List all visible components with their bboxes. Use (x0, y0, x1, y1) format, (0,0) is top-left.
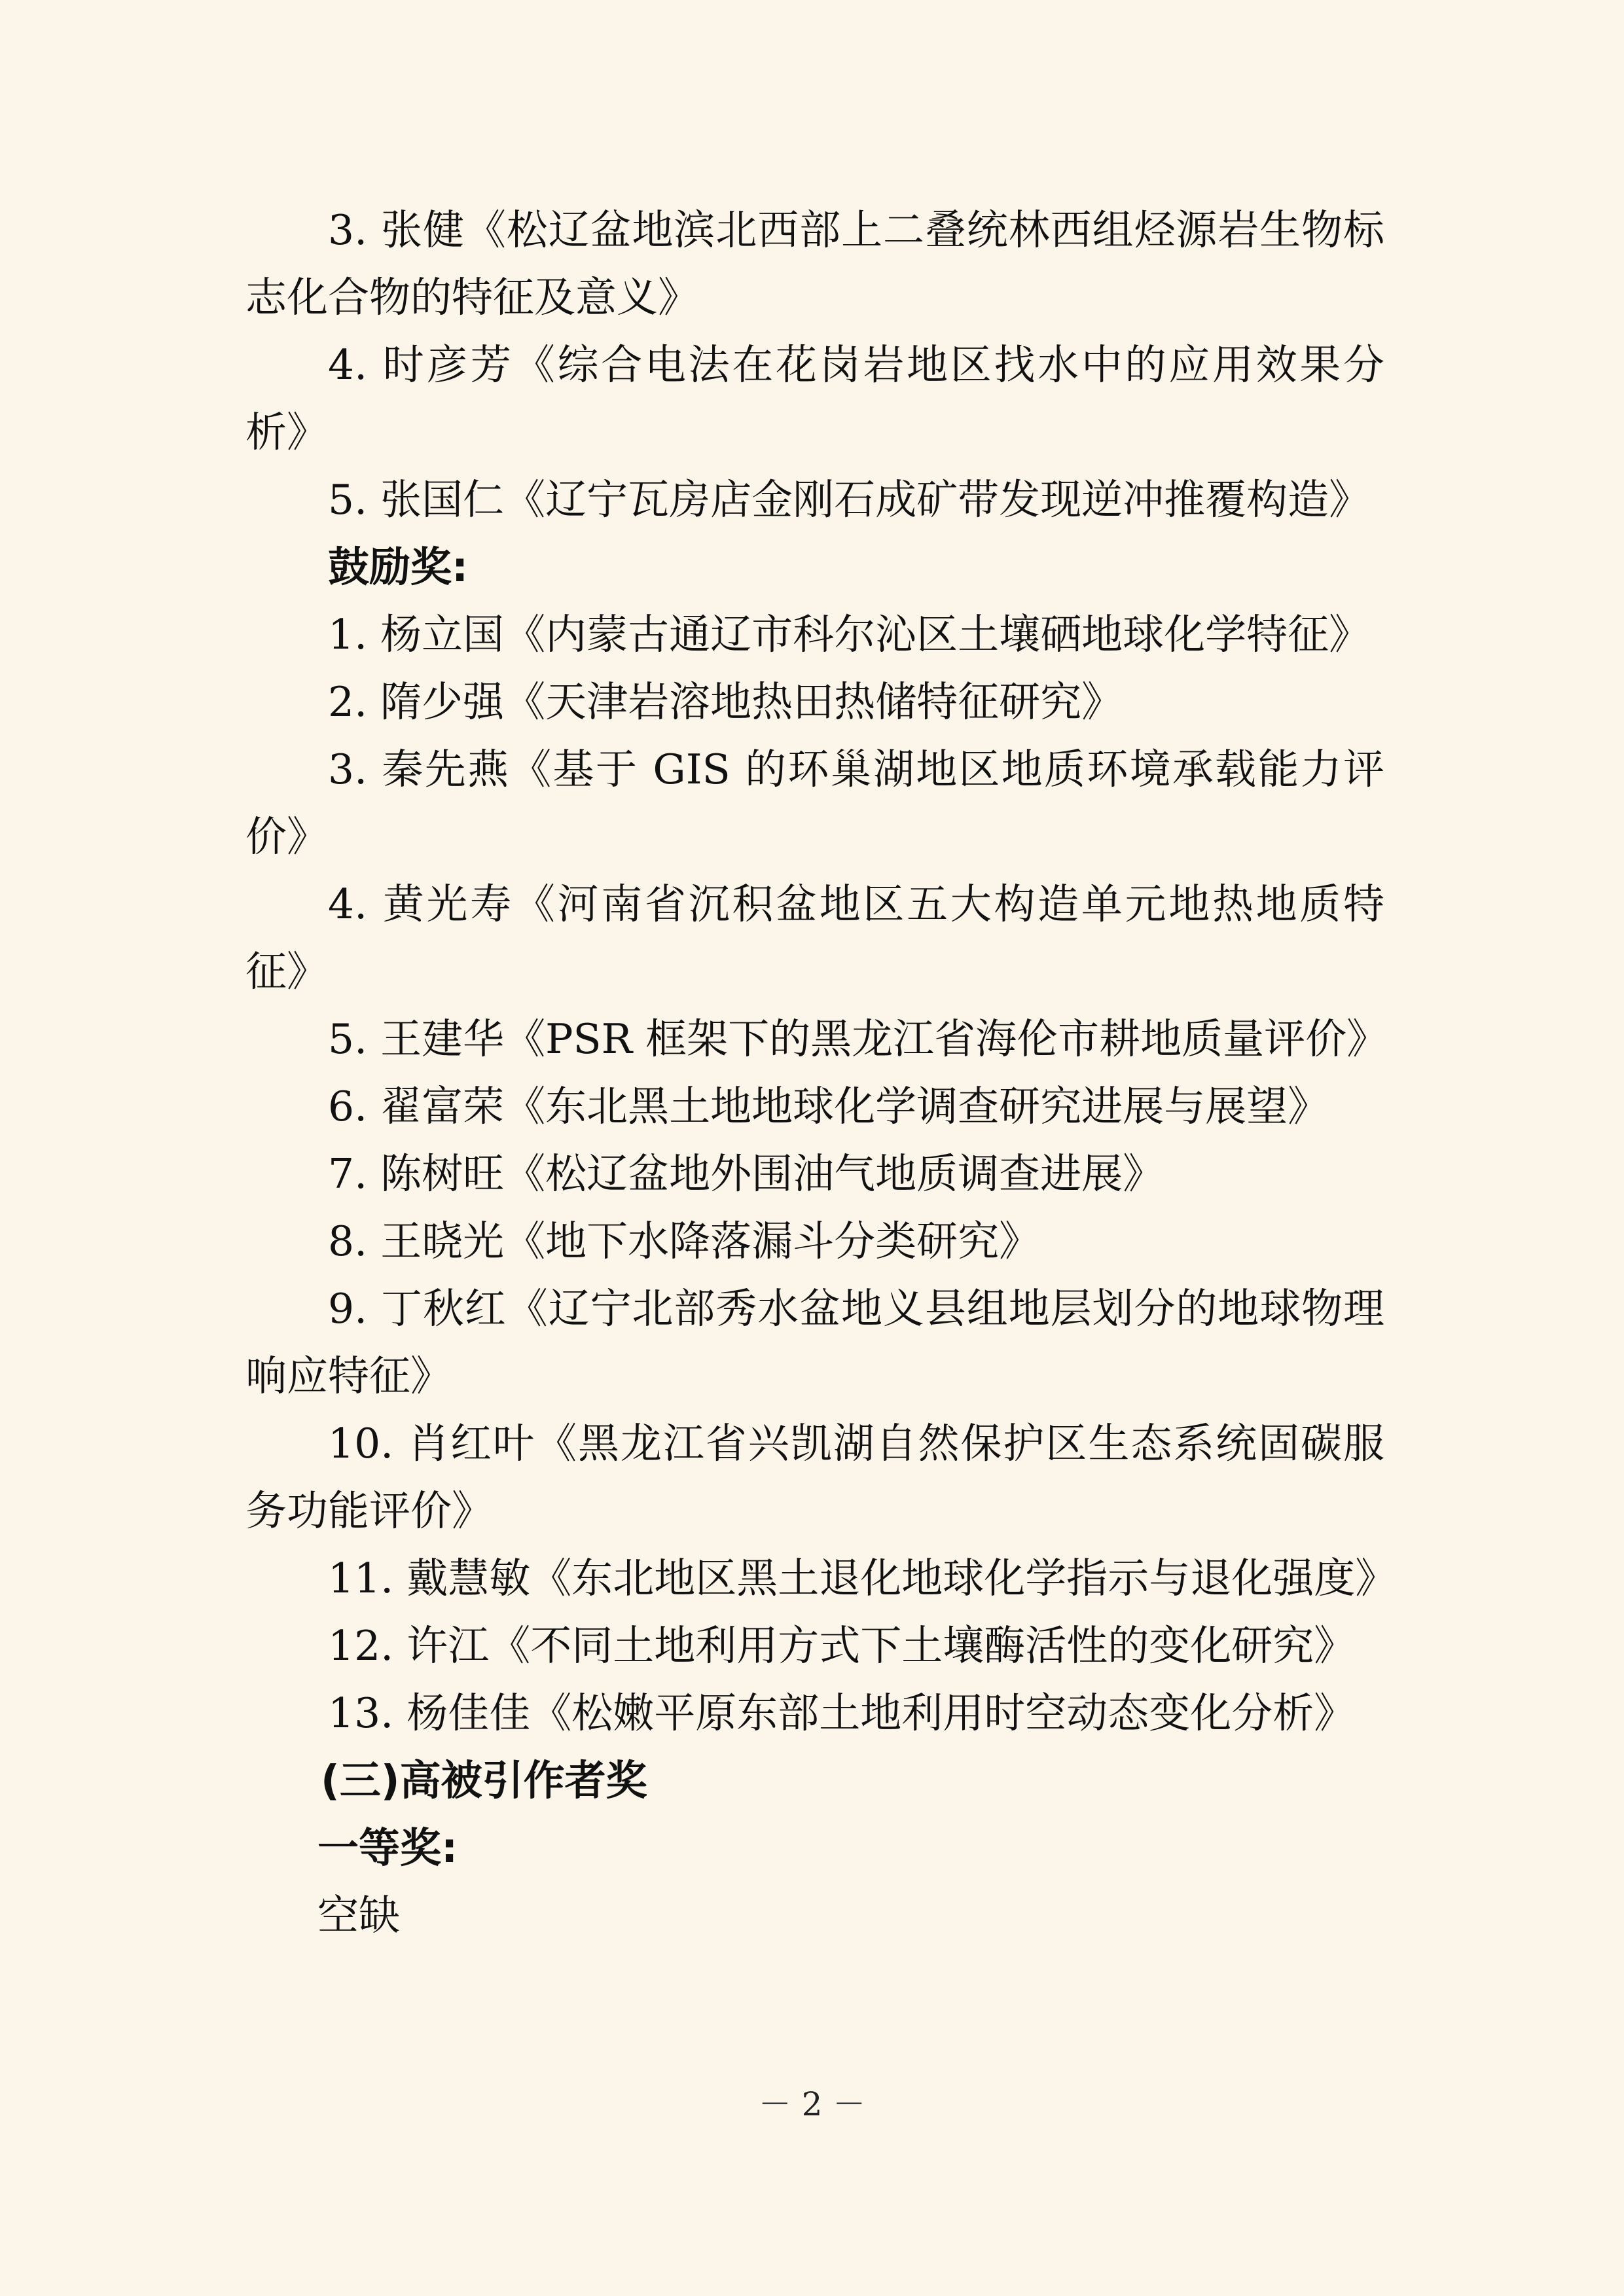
award-entry: 1. 杨立国《内蒙古通辽市科尔沁区土壤硒地球化学特征》 (328, 611, 1371, 658)
award-entry: 2. 隋少强《天津岩溶地热田热储特征研究》 (328, 678, 1123, 726)
award-entry: 4. 黄光寿《河南省沉积盆地区五大构造单元地热地质特征》 (245, 880, 1384, 996)
award-entry: 8. 王晓光《地下水降落漏斗分类研究》 (328, 1217, 1041, 1265)
award-entry: 5. 张国仁《辽宁瓦房店金刚石成矿带发现逆冲推覆构造》 (328, 476, 1371, 524)
award-entry: 10. 肖红叶《黑龙江省兴凯湖自然保护区生态系统固碳服务功能评价》 (245, 1420, 1384, 1535)
first-prize-heading: 一等奖: (317, 1824, 458, 1872)
award-entry: 7. 陈树旺《松辽盆地外围油气地质调查进展》 (328, 1150, 1164, 1198)
first-prize-value: 空缺 (317, 1892, 400, 1939)
award-entry: 11. 戴慧敏《东北地区黑土退化地球化学指示与退化强度》 (328, 1554, 1397, 1602)
section-heading-highly-cited-author-award: (三)高被引作者奖 (321, 1757, 647, 1804)
award-entry: 12. 许江《不同土地利用方式下土壤酶活性的变化研究》 (328, 1622, 1356, 1670)
page-number: － 2 － (758, 2085, 866, 2123)
encouragement-award-heading: 鼓励奖: (328, 543, 469, 591)
award-entry: 13. 杨佳佳《松嫩平原东部土地利用时空动态变化分析》 (328, 1689, 1356, 1737)
document-body (245, 196, 1397, 1949)
award-entry: 9. 丁秋红《辽宁北部秀水盆地义县组地层划分的地球物理响应特征》 (245, 1285, 1384, 1400)
award-entry: 6. 翟富荣《东北黑土地地球化学调查研究进展与展望》 (328, 1083, 1329, 1130)
award-entry: 3. 秦先燕《基于 GIS 的环巢湖地区地质环境承载能力评价》 (245, 745, 1384, 861)
award-entry: 5. 王建华《PSR 框架下的黑龙江省海伦市耕地质量评价》 (328, 1015, 1388, 1063)
award-entry: 3. 张健《松辽盆地滨北西部上二叠统林西组烃源岩生物标志化合物的特征及意义》 (245, 206, 1384, 321)
award-entry: 4. 时彦芳《综合电法在花岗岩地区找水中的应用效果分析》 (245, 341, 1384, 456)
